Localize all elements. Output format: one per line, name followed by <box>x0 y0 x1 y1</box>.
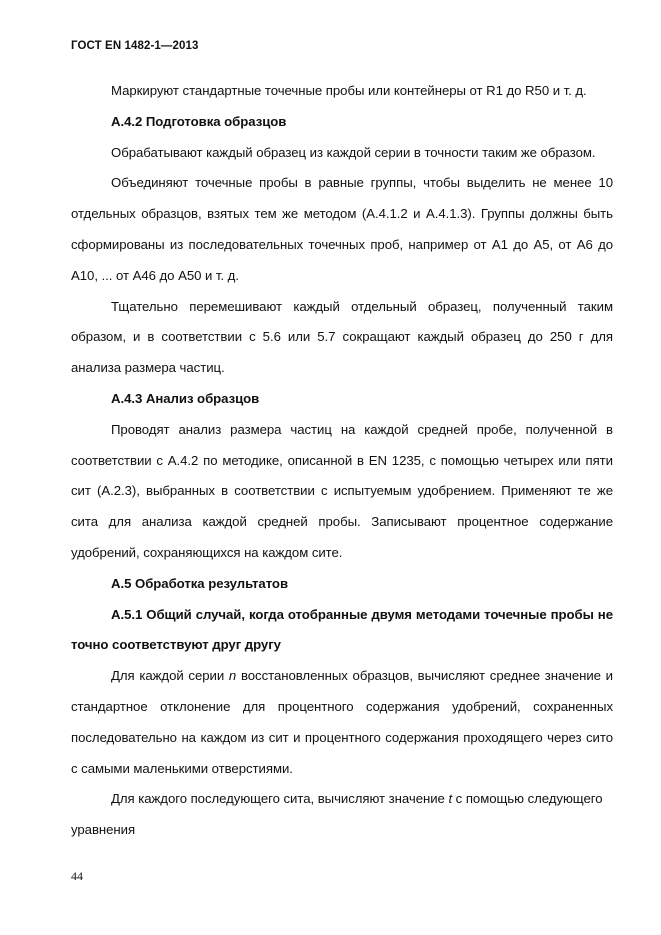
document-code: ГОСТ EN 1482-1—2013 <box>71 40 199 52</box>
page-number: 44 <box>71 869 83 883</box>
paragraph-marking: Маркируют стандартные точечные пробы или контейнеры от R1 до R50 и т. д. <box>111 83 587 98</box>
text-segment: восстановленных образцов, вычисляют среднее значение и стандартное отклонение для процентного содержания удобрений, сохраненных последовательно на каждом из сит и процентного содержания проходящего через сито с самыми маленькими отверстиями. <box>71 668 614 776</box>
paragraph-mixing: Тщательно перемешивают каждый отдельный образец, полученный таким образом, и в соответствии с 5.6 или 5.7 сокращают каждый образец до 250 г для анализа размера частиц. <box>71 298 613 376</box>
paragraph-analysis: Проводят анализ размера частиц на каждой средней пробе, полученной в соответствии с А.4.2 по методике, описанной в EN 1235, с помощью четырех или пяти сит (А.2.3), выбранных в соответствии с испытуемым удобрением. Применяют те же сита для анализа каждой средней пробы. Записывают процентное содержание удобрений, сохраняющихся на каждом сите. <box>71 421 613 560</box>
paragraph-mean-std <box>71 661 613 784</box>
heading-a42: А.4.2 Подготовка образцов <box>111 113 287 129</box>
variable-t: t <box>448 791 453 807</box>
heading-a51: А.5.1 Общий случай, когда отобранные двумя методами точечные пробы не точно соответствуют друг другу <box>71 606 613 653</box>
page-body <box>71 76 613 846</box>
heading-a5: А.5 Обработка результатов <box>111 575 288 591</box>
paragraph-processing: Обрабатывают каждый образец из каждой серии в точности таким же образом. <box>111 144 596 160</box>
text-segment: Для каждого последующего сита, вычисляют значение <box>111 791 449 807</box>
paragraph-t-value <box>71 784 613 846</box>
heading-a43: А.4.3 Анализ образцов <box>111 390 260 406</box>
text-segment: Для каждой серии <box>111 668 229 684</box>
text-segment: с помощью следующего уравнения <box>71 791 603 838</box>
variable-n: n <box>228 668 237 684</box>
paragraph-grouping: Объединяют точечные пробы в равные группы, чтобы выделить не менее 10 отдельных образцов, взятых тем же методом (А.4.1.2 и А.4.1.3). Группы должны быть сформированы из последовательных точечных проб, например от А1 до А5, от А6 до А10, ... от А46 до А50 и т. д. <box>71 175 613 283</box>
